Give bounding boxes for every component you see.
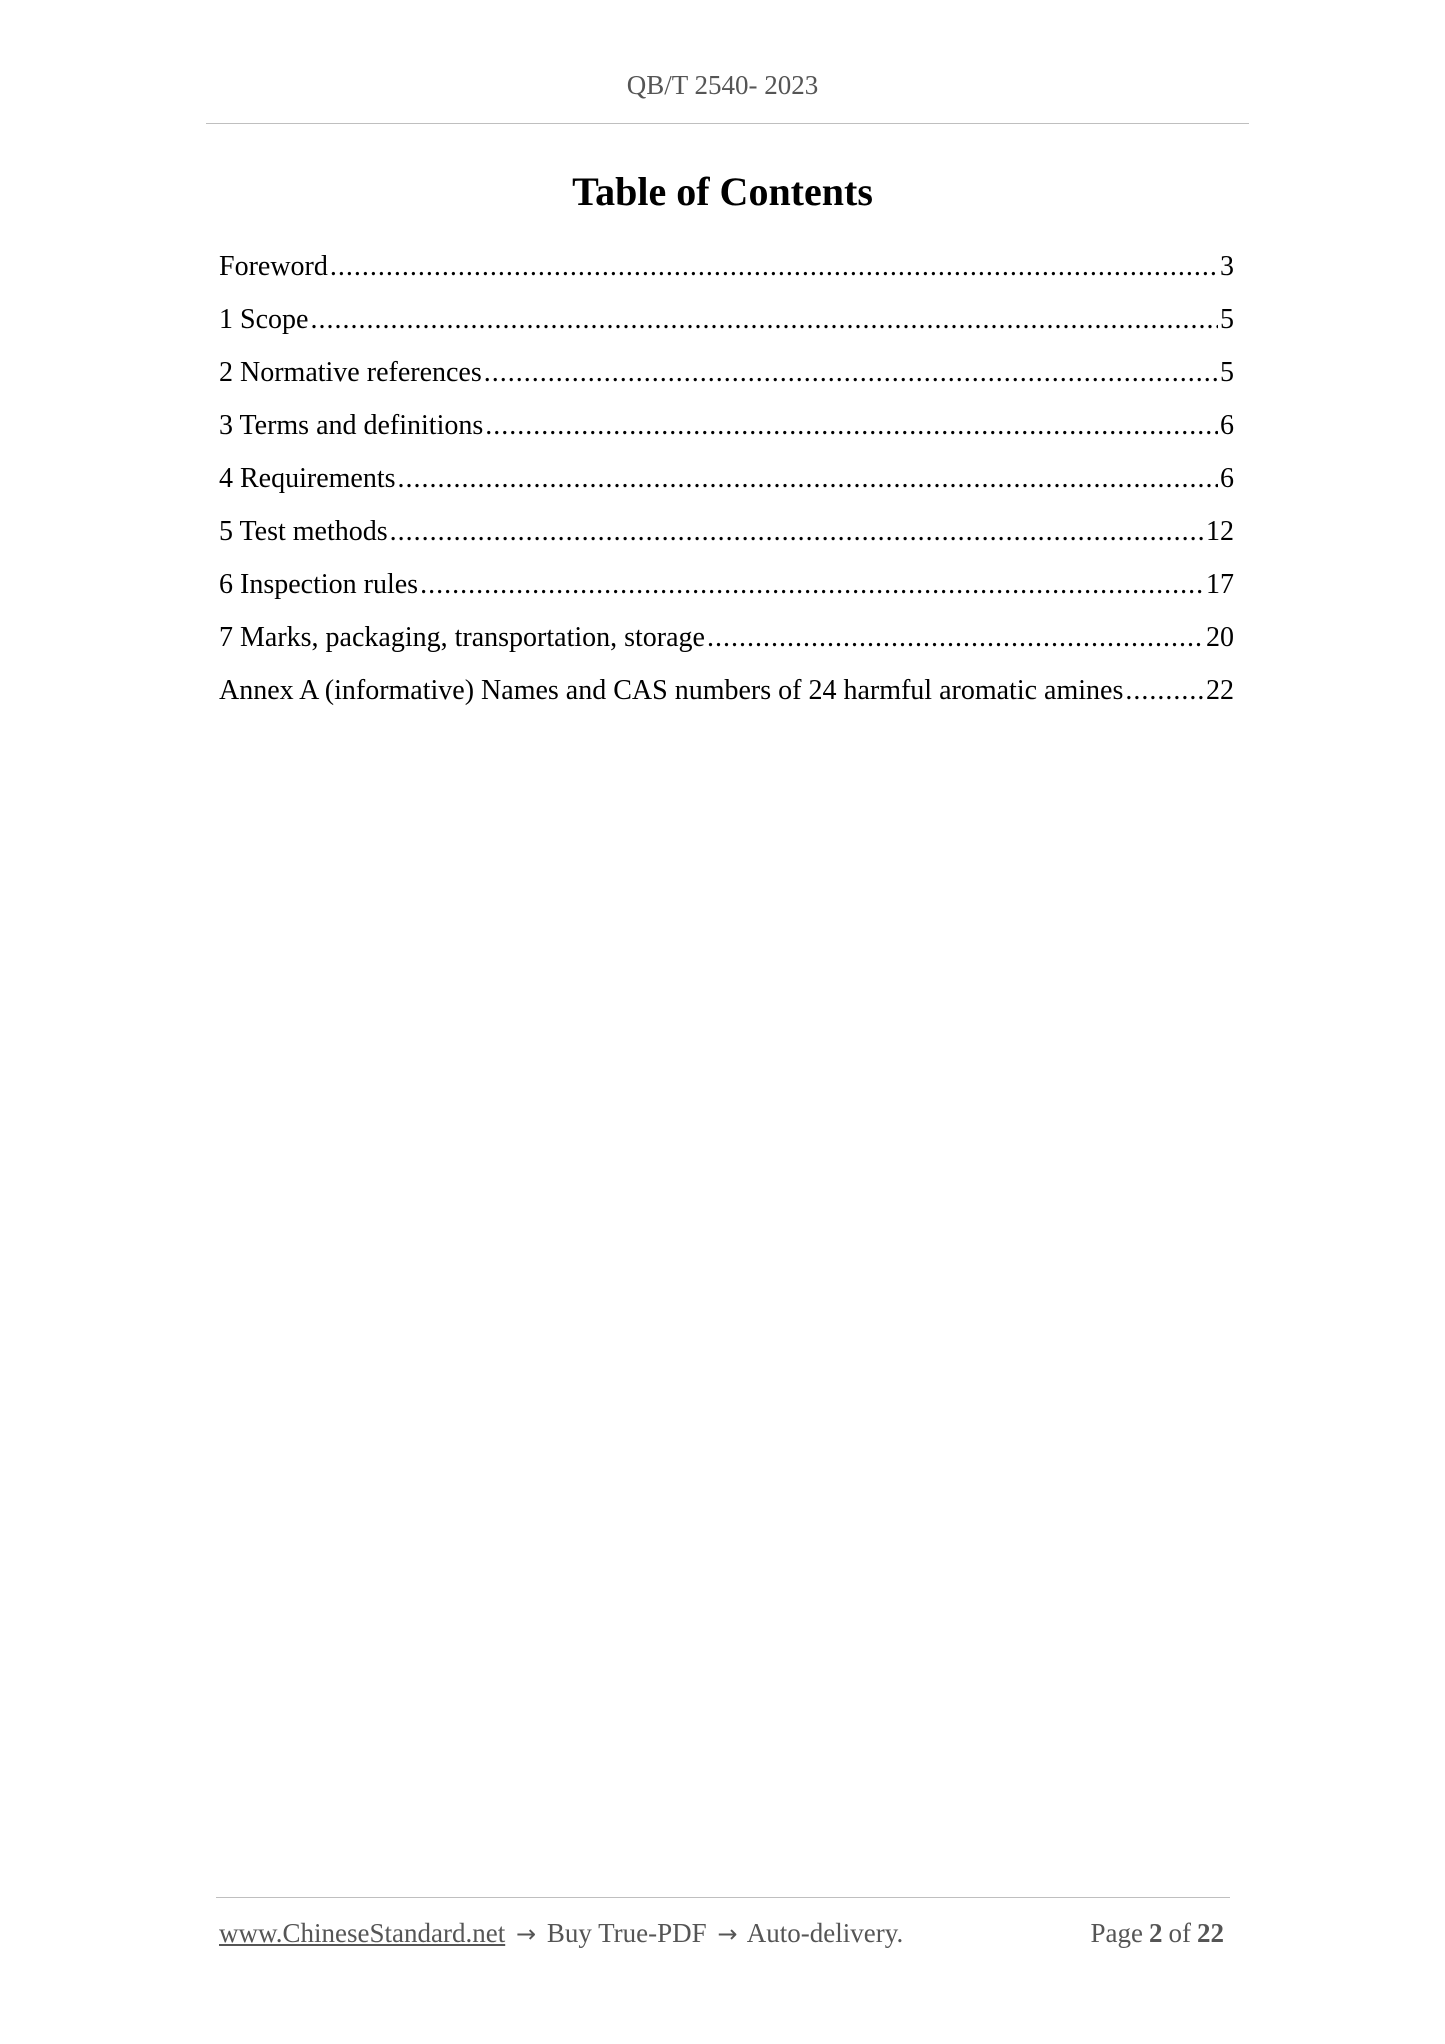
toc-entry-page: 20: [1206, 622, 1234, 653]
toc-entry-label: 5 Test methods: [219, 516, 388, 547]
page-total: 22: [1197, 1918, 1224, 1948]
toc-dot-leader: [398, 457, 1218, 501]
page-word: Page: [1090, 1918, 1143, 1948]
toc-entry-label: 7 Marks, packaging, transportation, storage: [219, 622, 705, 653]
toc-dot-leader: [420, 563, 1204, 607]
toc-entry-label: 1 Scope: [219, 304, 309, 335]
toc-entry-normative-references[interactable]: [219, 351, 1234, 404]
toc-dot-leader: [707, 616, 1204, 660]
page-counter: [1091, 1918, 1230, 1949]
toc-entry-page: 5: [1220, 304, 1234, 335]
toc-entry-label: 6 Inspection rules: [219, 569, 419, 600]
toc-entry-page: 17: [1206, 569, 1234, 600]
toc-entry-foreword[interactable]: [219, 245, 1234, 298]
toc-entry-label: Foreword: [219, 251, 328, 282]
toc-dot-leader: [484, 351, 1218, 395]
footer-divider: [216, 1897, 1230, 1898]
footer-buy-text: Buy True-PDF: [546, 1918, 707, 1948]
of-word: of: [1168, 1918, 1191, 1948]
footer-delivery-text: Auto-delivery.: [746, 1918, 904, 1948]
toc-entry-label: 2 Normative references: [219, 357, 482, 388]
toc-list: [219, 245, 1234, 722]
site-link[interactable]: www.ChineseStandard.net: [219, 1918, 506, 1948]
toc-entry-page: 6: [1220, 463, 1234, 494]
toc-entry-page: 3: [1220, 251, 1234, 282]
toc-dot-leader: [390, 510, 1204, 554]
page-current: 2: [1149, 1918, 1163, 1948]
toc-entry-label: 3 Terms and definitions: [219, 410, 484, 441]
toc-entry-marks-packaging[interactable]: [219, 616, 1234, 669]
toc-entry-page: 22: [1206, 675, 1234, 706]
toc-dot-leader: [1125, 669, 1204, 713]
toc-entry-label: 4 Requirements: [219, 463, 396, 494]
arrow-right-icon: →: [717, 1920, 738, 1948]
footer-promo: [219, 1918, 903, 1949]
header-divider: [206, 123, 1249, 124]
toc-entry-annex-a[interactable]: [219, 669, 1234, 722]
toc-entry-requirements[interactable]: [219, 457, 1234, 510]
arrow-right-icon: →: [515, 1920, 537, 1948]
toc-dot-leader: [330, 245, 1218, 289]
page-footer: [219, 1918, 1230, 1949]
toc-entry-terms-and-definitions[interactable]: [219, 404, 1234, 457]
toc-dot-leader: [485, 404, 1218, 448]
toc-entry-label: Annex A (informative) Names and CAS numbers of 24 harmful aromatic amines: [219, 675, 1124, 706]
toc-entry-page: 12: [1206, 516, 1234, 547]
toc-entry-page: 5: [1220, 357, 1234, 388]
toc-entry-scope[interactable]: [219, 298, 1234, 351]
toc-entry-inspection-rules[interactable]: [219, 563, 1234, 616]
running-header: QB/T 2540- 2023: [626, 70, 819, 100]
toc-dot-leader: [310, 298, 1218, 342]
toc-title: Table of Contents: [572, 169, 873, 214]
toc-entry-page: 6: [1220, 410, 1234, 441]
toc-entry-test-methods[interactable]: [219, 510, 1234, 563]
